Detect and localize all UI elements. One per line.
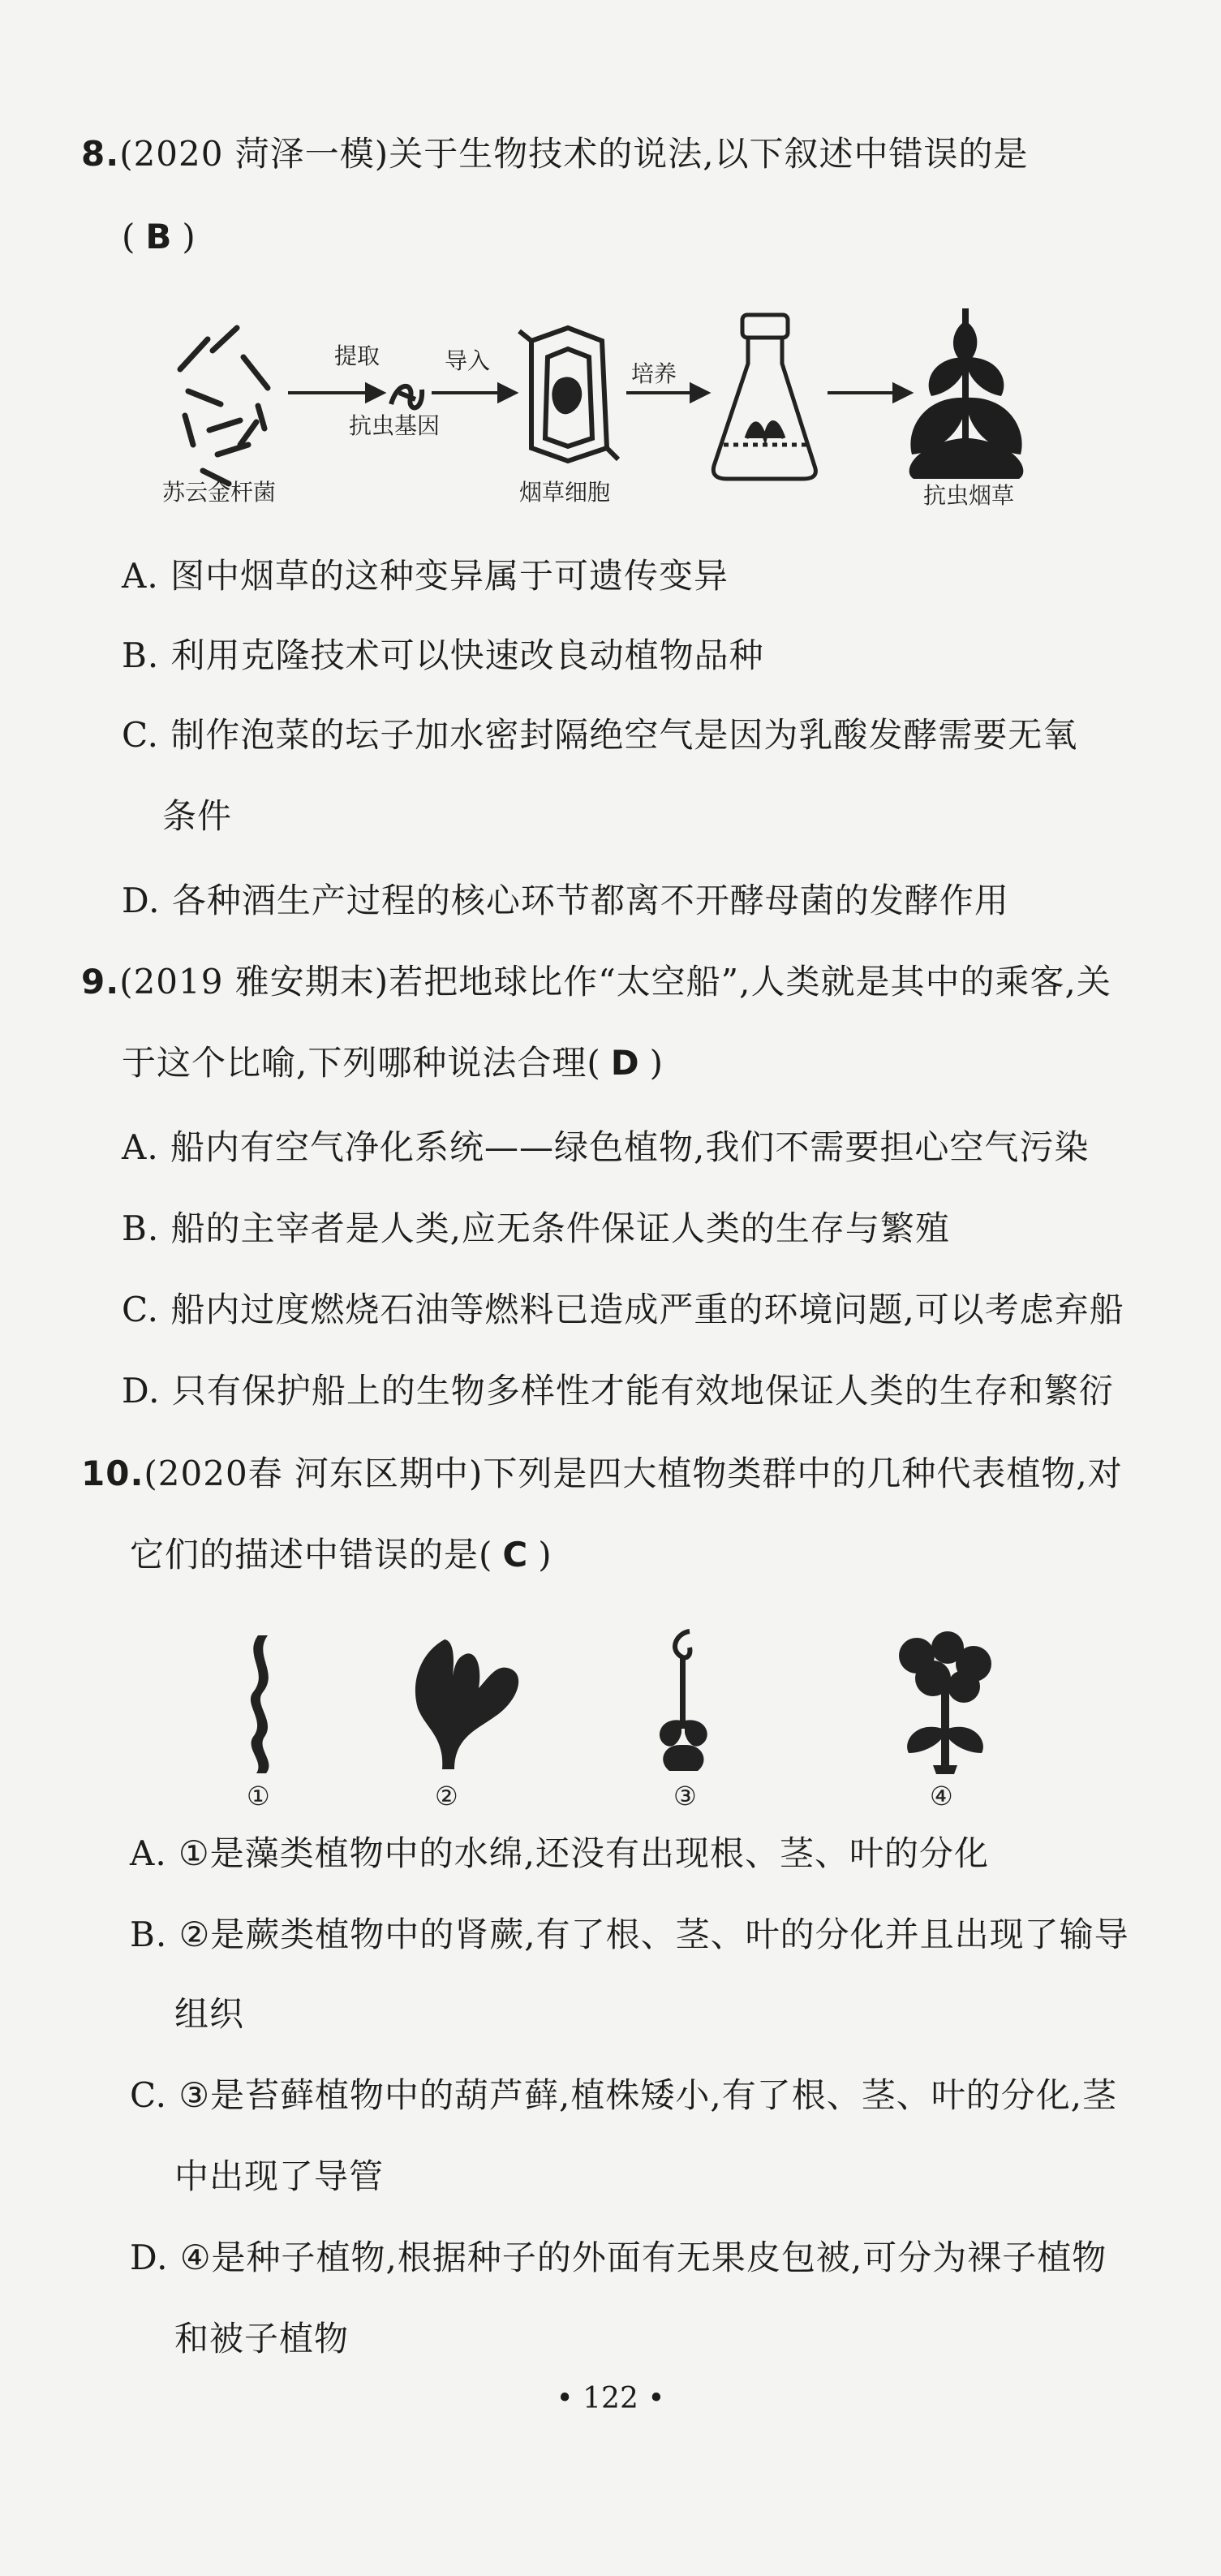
label-culture: 培养: [631, 360, 677, 387]
q9-stem-text: (2019 雅安期末)若把地球比作“太空船”,人类就是其中的乘客,关: [119, 962, 1111, 1002]
page-number: • 122 •: [556, 2382, 665, 2415]
q10-answer: C: [502, 1535, 529, 1574]
q8-number: 8.: [81, 134, 120, 174]
q8-paren-open: (: [122, 217, 136, 256]
q10-stem-text-2: 它们的描述中错误的是(: [130, 1535, 493, 1574]
q8-answer: B: [145, 217, 173, 256]
label-import: 导入: [445, 347, 491, 374]
plant-1-illustration: [251, 1635, 269, 1773]
q9-paren-close: ): [649, 1043, 664, 1083]
q10-option-c: C. ③是苔藓植物中的葫芦藓,植株矮小,有了根、茎、叶的分化,茎: [130, 2075, 1118, 2115]
q10-option-a: A. ①是藻类植物中的水绵,还没有出现根、茎、叶的分化: [130, 1833, 990, 1873]
q9-option-b: B. 船的主宰者是人类,应无条件保证人类的生存与繁殖: [122, 1208, 950, 1248]
q10-option-c-cont: 中出现了导管: [174, 2156, 385, 2196]
q9-option-a: A. 船内有空气净化系统——绿色植物,我们不需要担心空气污染: [122, 1127, 1090, 1167]
q10-option-d-cont: 和被子植物: [174, 2319, 350, 2358]
q9-answer: D: [610, 1043, 640, 1083]
plant-label-4: ④: [930, 1781, 953, 1811]
q10-number: 10.: [81, 1454, 144, 1493]
plant-label-2: ②: [435, 1781, 458, 1811]
q9-stem-text-2: 于这个比喻,下列哪种说法合理(: [122, 1043, 601, 1083]
q9-option-d: D. 只有保护船上的生物多样性才能有效地保证人类的生存和繁衍: [122, 1371, 1114, 1411]
q8-option-c: C. 制作泡菜的坛子加水密封隔绝空气是因为乳酸发酵需要无氧: [122, 715, 1078, 755]
q8-option-a: A. 图中烟草的这种变异属于可遗传变异: [122, 556, 729, 596]
plant-label-1: ①: [247, 1781, 270, 1811]
q9-number: 9.: [81, 962, 120, 1002]
plant-label-3: ③: [673, 1781, 697, 1811]
q10-option-b: B. ②是蕨类植物中的肾蕨,有了根、茎、叶的分化并且出现了输导: [130, 1915, 1129, 1954]
q10-paren-close: ): [538, 1535, 552, 1574]
plant-3-illustration: [660, 1631, 707, 1771]
label-tobacco-cell: 烟草细胞: [519, 479, 611, 506]
plant-4-illustration: [899, 1631, 991, 1774]
q8-option-d: D. 各种酒生产过程的核心环节都离不开酵母菌的发酵作用: [122, 881, 1009, 920]
q8-option-b: B. 利用克隆技术可以快速改良动植物品种: [122, 635, 764, 675]
q9-option-c: C. 船内过度燃烧石油等燃料已造成严重的环境问题,可以考虑弃船: [122, 1290, 1124, 1329]
label-resistant-tobacco: 抗虫烟草: [923, 482, 1015, 509]
q8-stem-text: (2020 菏泽一模)关于生物技术的说法,以下叙述中错误的是: [119, 134, 1029, 174]
q8-option-c-cont: 条件: [162, 796, 233, 836]
label-bacillus: 苏云金杆菌: [162, 479, 277, 506]
label-extract: 提取: [334, 342, 380, 369]
q8-paren-close: ): [182, 217, 196, 256]
q10-option-b-cont: 组织: [174, 1994, 245, 2034]
q10-option-d: D. ④是种子植物,根据种子的外面有无果皮包被,可分为裸子植物: [130, 2238, 1107, 2277]
label-gene: 抗虫基因: [349, 412, 441, 439]
plant-2-illustration: [415, 1639, 518, 1769]
q10-stem-text: (2020春 河东区期中)下列是四大植物类群中的几种代表植物,对: [144, 1454, 1123, 1493]
